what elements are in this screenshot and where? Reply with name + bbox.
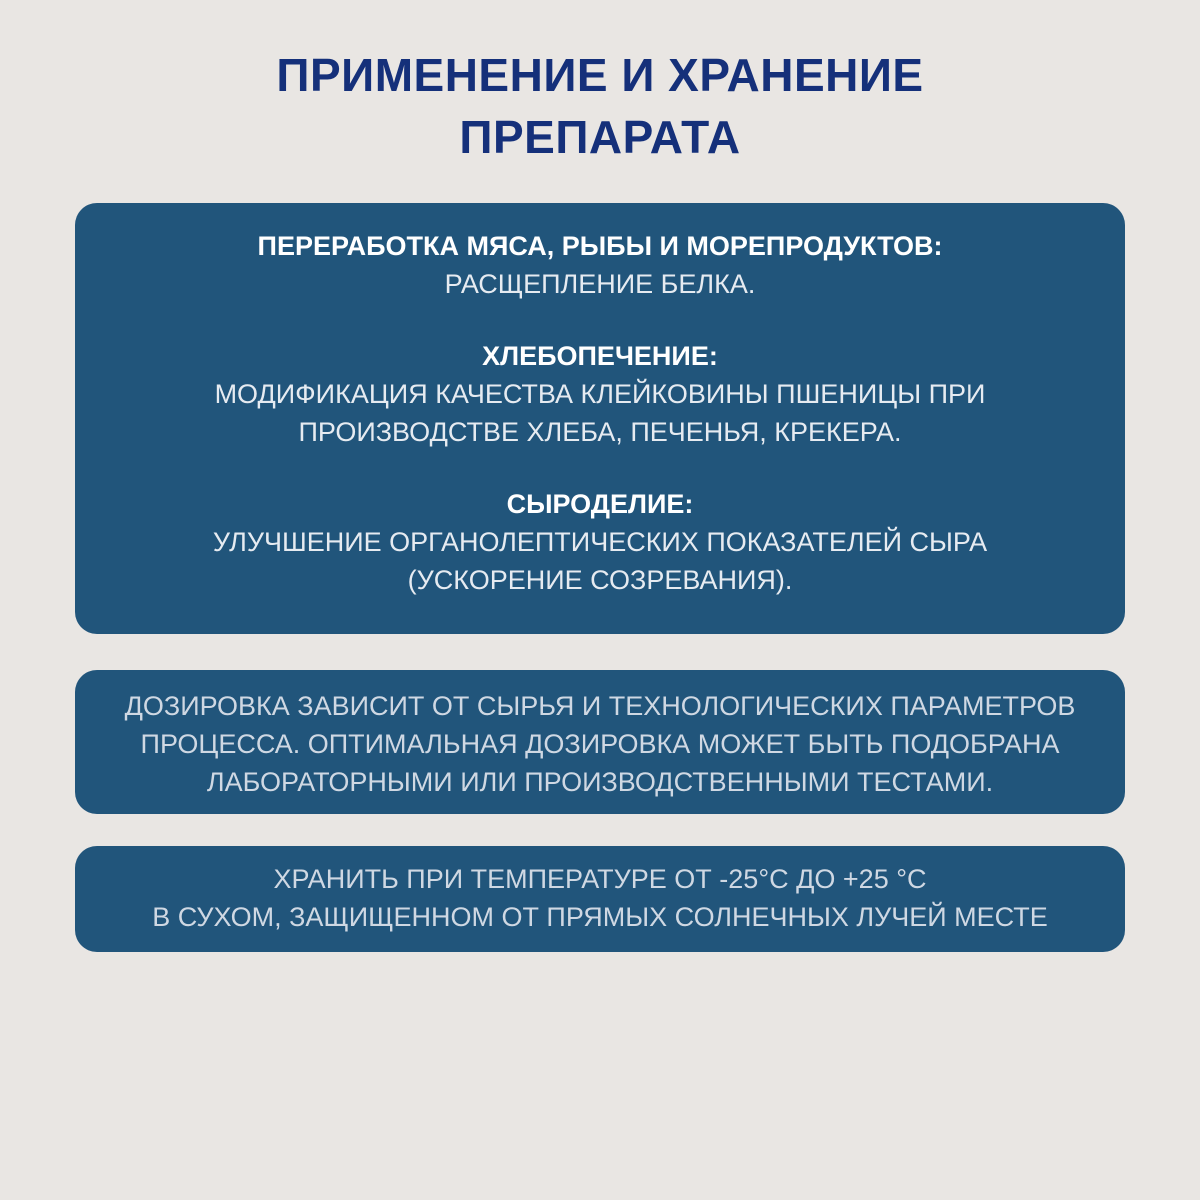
applications-card [75,203,1125,634]
storage-card [75,846,1125,952]
section-text: МОДИФИКАЦИЯ КАЧЕСТВА КЛЕЙКОВИНЫ ПШЕНИЦЫ ПРИ [214,379,986,409]
section-heading: ХЛЕБОПЕЧЕНИЕ: [482,341,718,371]
storage-text-line: В СУХОМ, ЗАЩИЩЕННОМ ОТ ПРЯМЫХ СОЛНЕЧНЫХ ЛУЧЕЙ МЕСТЕ [152,902,1048,932]
section-heading: ПЕРЕРАБОТКА МЯСА, РЫБЫ И МОРЕПРОДУКТОВ: [257,231,943,261]
application-section-cheese [75,485,1125,599]
section-text: РАСЩЕПЛЕНИЕ БЕЛКА. [444,269,756,299]
dosage-text-line: ЛАБОРАТОРНЫМИ ИЛИ ПРОИЗВОДСТВЕННЫМИ ТЕСТАМИ. [206,767,994,797]
page-title-line: ПРИМЕНЕНИЕ И ХРАНЕНИЕ [276,49,924,101]
storage-text-line: ХРАНИТЬ ПРИ ТЕМПЕРАТУРЕ ОТ -25°С ДО +25 °С [273,864,927,894]
page-title-line: ПРЕПАРАТА [459,111,741,163]
application-section-meat [75,227,1125,303]
dosage-text-line: ДОЗИРОВКА ЗАВИСИТ ОТ СЫРЬЯ И ТЕХНОЛОГИЧЕСКИХ ПАРАМЕТРОВ [124,691,1076,721]
application-section-bakery [75,337,1125,451]
dosage-text-line: ПРОЦЕССА. ОПТИМАЛЬНАЯ ДОЗИРОВКА МОЖЕТ БЫТЬ ПОДОБРАНА [140,729,1060,759]
section-text: (УСКОРЕНИЕ СОЗРЕВАНИЯ). [407,565,793,595]
page-title [0,44,1200,168]
dosage-card [75,670,1125,814]
section-text: УЛУЧШЕНИЕ ОРГАНОЛЕПТИЧЕСКИХ ПОКАЗАТЕЛЕЙ СЫРА [212,527,988,557]
section-text: ПРОИЗВОДСТВЕ ХЛЕБА, ПЕЧЕНЬЯ, КРЕКЕРА. [298,417,902,447]
section-heading: СЫРОДЕЛИЕ: [506,489,694,519]
